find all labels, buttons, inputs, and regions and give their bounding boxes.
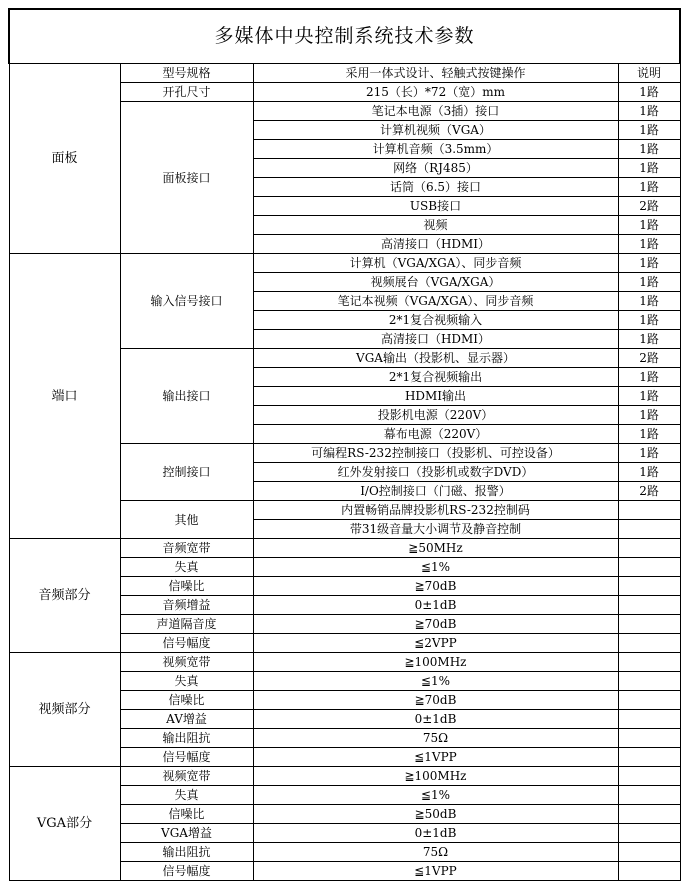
quantity-cell — [618, 710, 680, 729]
section-label: 端口 — [9, 254, 120, 539]
parameter-label: 信号幅度 — [120, 748, 253, 767]
quantity-cell: 1路 — [618, 121, 680, 140]
spec-value: 采用一体式设计、轻触式按键操作 — [253, 64, 618, 83]
spec-value: 话筒（6.5）接口 — [253, 178, 618, 197]
spec-value: ≧70dB — [253, 577, 618, 596]
spec-value: 笔记本视频（VGA/XGA）、同步音频 — [253, 292, 618, 311]
parameter-label: 声道隔音度 — [120, 615, 253, 634]
parameter-label: 视频宽带 — [120, 767, 253, 786]
spec-value: ≦1VPP — [253, 862, 618, 881]
quantity-cell — [618, 672, 680, 691]
spec-value: 计算机视频（VGA） — [253, 121, 618, 140]
quantity-cell — [618, 558, 680, 577]
spec-value: 2*1复合视频输出 — [253, 368, 618, 387]
section-label: 音频部分 — [9, 539, 120, 653]
spec-value: ≦2VPP — [253, 634, 618, 653]
spec-value: 网络（RJ485） — [253, 159, 618, 178]
section-label: VGA部分 — [9, 767, 120, 881]
quantity-cell — [618, 748, 680, 767]
quantity-cell: 1路 — [618, 235, 680, 254]
spec-value: ≧70dB — [253, 615, 618, 634]
title-row — [9, 9, 680, 64]
parameter-label: 信噪比 — [120, 805, 253, 824]
parameter-label: 信号幅度 — [120, 634, 253, 653]
table-row — [9, 767, 680, 786]
spec-value: ≧50MHz — [253, 539, 618, 558]
spec-value: 0±1dB — [253, 596, 618, 615]
spec-value: 215（长）*72（宽）mm — [253, 83, 618, 102]
parameter-label: 视频宽带 — [120, 653, 253, 672]
spec-value: 高清接口（HDMI） — [253, 235, 618, 254]
quantity-cell — [618, 577, 680, 596]
quantity-cell: 1路 — [618, 216, 680, 235]
table-row — [9, 64, 680, 83]
quantity-cell — [618, 596, 680, 615]
quantity-cell: 1路 — [618, 83, 680, 102]
spec-value: 2*1复合视频输入 — [253, 311, 618, 330]
quantity-cell: 1路 — [618, 330, 680, 349]
spec-value: 可编程RS-232控制接口（投影机、可控设备） — [253, 444, 618, 463]
parameter-label: 开孔尺寸 — [120, 83, 253, 102]
table-title: 多媒体中央控制系统技术参数 — [9, 9, 680, 64]
quantity-cell: 1路 — [618, 273, 680, 292]
quantity-cell — [618, 786, 680, 805]
spec-value: 高清接口（HDMI） — [253, 330, 618, 349]
quantity-cell: 1路 — [618, 102, 680, 121]
spec-value: ≧50dB — [253, 805, 618, 824]
quantity-cell: 1路 — [618, 406, 680, 425]
section-label: 视频部分 — [9, 653, 120, 767]
quantity-cell: 1路 — [618, 254, 680, 273]
quantity-cell: 1路 — [618, 463, 680, 482]
spec-value: HDMI输出 — [253, 387, 618, 406]
spec-value: ≦1% — [253, 672, 618, 691]
quantity-cell: 1路 — [618, 140, 680, 159]
spec-value: 75Ω — [253, 729, 618, 748]
quantity-cell — [618, 843, 680, 862]
parameter-label: 音频宽带 — [120, 539, 253, 558]
spec-value: 红外发射接口（投影机或数字DVD） — [253, 463, 618, 482]
quantity-cell: 1路 — [618, 387, 680, 406]
quantity-cell — [618, 824, 680, 843]
quantity-cell: 2路 — [618, 197, 680, 216]
quantity-cell — [618, 634, 680, 653]
quantity-cell: 1路 — [618, 159, 680, 178]
parameter-label: 面板接口 — [120, 102, 253, 254]
spec-table — [8, 8, 681, 881]
quantity-cell: 2路 — [618, 349, 680, 368]
spec-value: 75Ω — [253, 843, 618, 862]
parameter-label: 输出接口 — [120, 349, 253, 444]
quantity-cell — [618, 539, 680, 558]
table-row — [9, 653, 680, 672]
quantity-cell: 1路 — [618, 368, 680, 387]
section-label: 面板 — [9, 64, 120, 254]
quantity-cell — [618, 501, 680, 520]
spec-value: ≧100MHz — [253, 653, 618, 672]
spec-value: 内置畅销品牌投影机RS-232控制码 — [253, 501, 618, 520]
quantity-cell — [618, 805, 680, 824]
parameter-label: 失真 — [120, 672, 253, 691]
spec-value: ≧70dB — [253, 691, 618, 710]
parameter-label: 控制接口 — [120, 444, 253, 501]
quantity-cell — [618, 653, 680, 672]
spec-value: 计算机（VGA/XGA）、同步音频 — [253, 254, 618, 273]
quantity-cell: 1路 — [618, 444, 680, 463]
parameter-label: 失真 — [120, 786, 253, 805]
quantity-cell — [618, 729, 680, 748]
table-row — [9, 539, 680, 558]
quantity-cell: 1路 — [618, 425, 680, 444]
quantity-cell: 1路 — [618, 311, 680, 330]
spec-value: 带31级音量大小调节及静音控制 — [253, 520, 618, 539]
parameter-label: 失真 — [120, 558, 253, 577]
spec-value: USB接口 — [253, 197, 618, 216]
quantity-cell: 2路 — [618, 482, 680, 501]
parameter-label: 输入信号接口 — [120, 254, 253, 349]
spec-value: 幕布电源（220V） — [253, 425, 618, 444]
spec-value: 0±1dB — [253, 710, 618, 729]
parameter-label: VGA增益 — [120, 824, 253, 843]
parameter-label: 信噪比 — [120, 577, 253, 596]
quantity-cell — [618, 520, 680, 539]
spec-value: ≧100MHz — [253, 767, 618, 786]
parameter-label: 其他 — [120, 501, 253, 539]
quantity-cell: 说明 — [618, 64, 680, 83]
spec-value: VGA输出（投影机、显示器） — [253, 349, 618, 368]
spec-value: I/O控制接口（门磁、报警） — [253, 482, 618, 501]
spec-value: 投影机电源（220V） — [253, 406, 618, 425]
quantity-cell — [618, 615, 680, 634]
spec-value: 计算机音频（3.5mm） — [253, 140, 618, 159]
spec-value: ≦1% — [253, 558, 618, 577]
quantity-cell: 1路 — [618, 292, 680, 311]
quantity-cell — [618, 767, 680, 786]
quantity-cell — [618, 862, 680, 881]
spec-value: 视频 — [253, 216, 618, 235]
spec-value: ≦1VPP — [253, 748, 618, 767]
parameter-label: 输出阻抗 — [120, 729, 253, 748]
table-row — [9, 254, 680, 273]
parameter-label: AV增益 — [120, 710, 253, 729]
spec-value: ≦1% — [253, 786, 618, 805]
parameter-label: 信噪比 — [120, 691, 253, 710]
spec-value: 笔记本电源（3插）接口 — [253, 102, 618, 121]
spec-value: 0±1dB — [253, 824, 618, 843]
parameter-label: 型号规格 — [120, 64, 253, 83]
quantity-cell: 1路 — [618, 178, 680, 197]
parameter-label: 信号幅度 — [120, 862, 253, 881]
parameter-label: 音频增益 — [120, 596, 253, 615]
parameter-label: 输出阻抗 — [120, 843, 253, 862]
spec-value: 视频展台（VGA/XGA） — [253, 273, 618, 292]
quantity-cell — [618, 691, 680, 710]
